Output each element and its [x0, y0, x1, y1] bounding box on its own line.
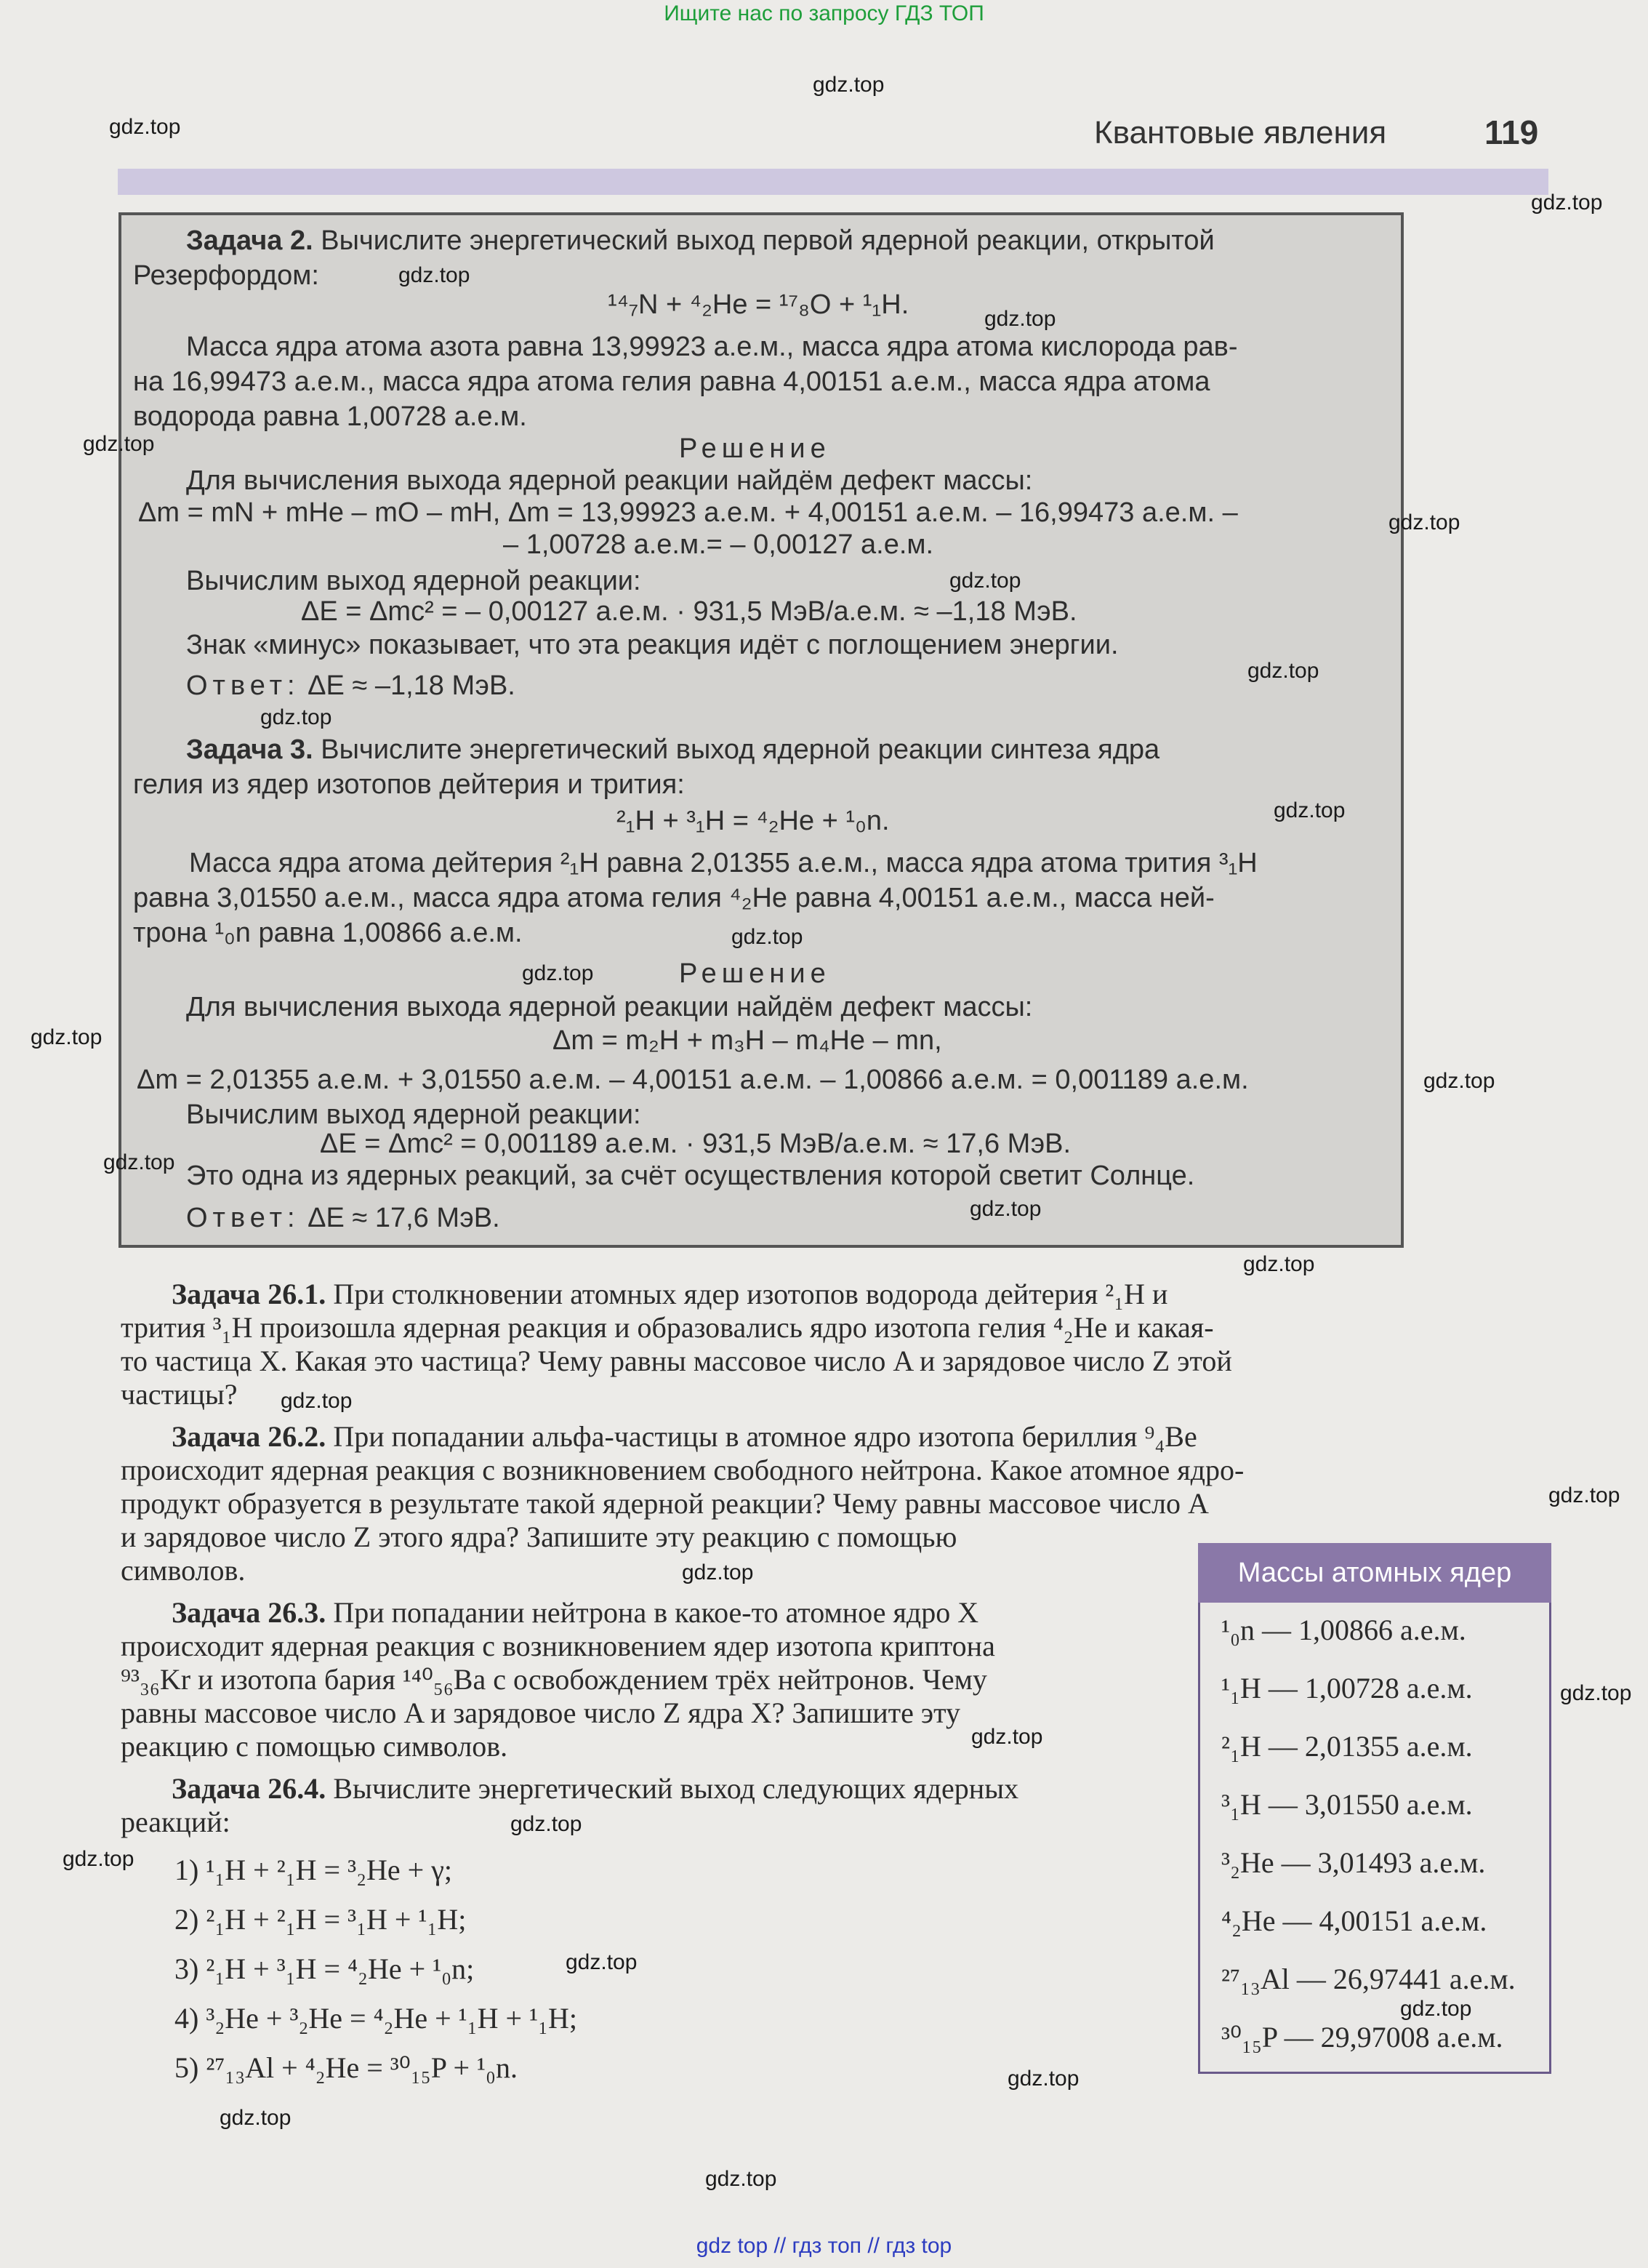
- task26-3-line3: ⁹³₃₆Kr и изотопа бария ¹⁴⁰₅₆Ba с освобождением трёх нейтронов. Чему: [121, 1663, 987, 1696]
- task2-mass-3: водорода равна 1,00728 а.е.м.: [133, 401, 527, 432]
- reaction-1: 1) ¹₁H + ²₁H = ³₂He + γ;: [174, 1854, 453, 1886]
- watermark: gdz.top: [813, 73, 885, 97]
- task2-mass-1: Масса ядра атома азота равна 13,99923 а.е.м., масса ядра атома кислорода рав-: [186, 332, 1238, 362]
- watermark: gdz.top: [510, 1812, 582, 1836]
- mass-row: ³₁H — 3,01550 а.е.м.: [1221, 1788, 1473, 1821]
- task26-1-line1: Задача 26.1. При столкновении атомных ядер изотопов водорода дейтерия ²₁H и: [172, 1278, 1168, 1310]
- task26-2-line4: и зарядовое число Z этого ядра? Запишите эту реакцию с помощью: [121, 1520, 957, 1553]
- task3-step-6: Это одна из ядерных реакций, за счёт осуществления которой светит Солнце.: [186, 1161, 1195, 1191]
- watermark: gdz.top: [731, 925, 803, 949]
- watermark: gdz.top: [1274, 798, 1346, 822]
- search-banner: Ищите нас по запросу ГДЗ ТОП: [664, 1, 984, 25]
- task2-mass-2: на 16,99473 а.е.м., масса ядра атома гелия равна 4,00151 а.е.м., масса ядра атома: [133, 366, 1210, 397]
- mass-row: ²⁷₁₃Al — 26,97441 а.е.м.: [1221, 1963, 1516, 1995]
- task2-line1: Задача 2. Вычислите энергетический выход первой ядерной реакции, открытой: [186, 225, 1215, 256]
- watermark: gdz.top: [83, 432, 155, 456]
- task3-mass-3: трона ¹₀n равна 1,00866 а.е.м.: [133, 918, 523, 948]
- task26-2-line2: происходит ядерная реакция с возникновением свободного нейтрона. Какое атомное ядро-: [121, 1454, 1245, 1486]
- watermark: gdz.top: [1560, 1681, 1632, 1705]
- task3-line2: гелия из ядер изотопов дейтерия и трития:: [133, 769, 685, 800]
- task3-step-5: ΔE = Δmc² = 0,001189 а.е.м. · 931,5 МэВ/а.е.м. ≈ 17,6 МэВ.: [320, 1129, 1072, 1159]
- task2-solution-heading: Решение: [679, 433, 831, 464]
- watermark: gdz.top: [1423, 1069, 1495, 1093]
- task26-3-line5: реакцию с помощью символов.: [121, 1730, 508, 1763]
- watermark: gdz.top: [1247, 659, 1319, 683]
- watermark: gdz.top: [103, 1150, 175, 1174]
- task2-answer: Ответ: ΔE ≈ –1,18 МэВ.: [186, 670, 515, 701]
- reaction-3: 3) ²₁H + ³₁H = ⁴₂He + ¹₀n;: [174, 1952, 475, 1985]
- task26-4-line2: реакций:: [121, 1806, 230, 1838]
- watermark: gdz.top: [1531, 191, 1603, 215]
- chapter-title: Квантовые явления: [1094, 115, 1387, 151]
- task3-equation: ²₁H + ³₁H = ⁴₂He + ¹₀n.: [616, 806, 890, 836]
- task2-step-3: – 1,00728 а.е.м.= – 0,00127 а.е.м.: [503, 529, 934, 560]
- watermark: gdz.top: [281, 1389, 353, 1413]
- watermark: gdz.top: [220, 2106, 292, 2130]
- task2-step-4: Вычислим выход ядерной реакции:: [186, 566, 641, 596]
- task26-3-line2: происходит ядерная реакция с возникновением ядер изотопа криптона: [121, 1630, 995, 1662]
- task2-equation: ¹⁴₇N + ⁴₂He = ¹⁷₈O + ¹₁H.: [608, 289, 909, 320]
- task26-1-line2: трития ³₁H произошла ядерная реакция и образовались ядро изотопа гелия ⁴₂He и какая-: [121, 1311, 1214, 1344]
- task2-line2: Резерфордом:: [133, 260, 319, 291]
- watermark: gdz.top: [1008, 2067, 1080, 2091]
- task2-step-5: ΔE = Δmc² = – 0,00127 а.е.м. · 931,5 МэВ/а.е.м. ≈ –1,18 МэВ.: [301, 596, 1077, 627]
- reaction-2: 2) ²₁H + ²₁H = ³₁H + ¹₁H;: [174, 1903, 467, 1936]
- task26-3-line4: равны массовое число A и зарядовое число Z ядра X? Запишите эту: [121, 1696, 961, 1729]
- mass-row: ²₁H — 2,01355 а.е.м.: [1221, 1730, 1473, 1763]
- watermark: gdz.top: [522, 961, 594, 985]
- task26-3-line1: Задача 26.3. При попадании нейтрона в какое-то атомное ядро X: [172, 1596, 979, 1629]
- task26-2-line3: продукт образуется в результате такой ядерной реакции? Чему равны массовое число A: [121, 1487, 1209, 1520]
- mass-table-title: Массы атомных ядер: [1198, 1543, 1551, 1603]
- watermark: gdz.top: [1243, 1252, 1315, 1276]
- reaction-5: 5) ²⁷₁₃Al + ⁴₂He = ³⁰₁₅P + ¹₀n.: [174, 2051, 518, 2084]
- task2-step-6: Знак «минус» показывает, что эта реакция идёт с поглощением энергии.: [186, 630, 1119, 660]
- header-bar: [118, 169, 1548, 195]
- mass-row: ¹₀n — 1,00866 а.е.м.: [1221, 1614, 1466, 1646]
- mass-row: ⁴₂He — 4,00151 а.е.м.: [1221, 1904, 1487, 1937]
- mass-row: ³₂He — 3,01493 а.е.м.: [1221, 1846, 1486, 1879]
- task2-step-1: Для вычисления выхода ядерной реакции найдём дефект массы:: [186, 465, 1033, 496]
- page-number: 119: [1484, 113, 1539, 151]
- watermark: gdz.top: [1388, 510, 1460, 534]
- watermark: gdz.top: [984, 307, 1056, 331]
- watermark: gdz.top: [63, 1847, 134, 1871]
- watermark: gdz.top: [949, 569, 1021, 593]
- watermark: gdz.top: [260, 705, 332, 729]
- watermark: gdz.top: [971, 1725, 1043, 1749]
- task3-mass-2: равна 3,01550 а.е.м., масса ядра атома гелия ⁴₂He равна 4,00151 а.е.м., масса ней-: [133, 883, 1215, 913]
- task26-1-line4: частицы?: [121, 1378, 238, 1411]
- mass-row: ³⁰₁₅P — 29,97008 а.е.м.: [1221, 2021, 1503, 2053]
- task26-2-line1: Задача 26.2. При попадании альфа-частицы в атомное ядро изотопа бериллия ⁹₄Be: [172, 1420, 1197, 1453]
- task2-step-2: Δm = mN + mHe – mO – mH, Δm = 13,99923 а.е.м. + 4,00151 а.е.м. – 16,99473 а.е.м. –: [138, 497, 1238, 528]
- task26-2-line5: символов.: [121, 1554, 246, 1587]
- watermark: gdz.top: [398, 263, 470, 287]
- mass-row: ¹₁H — 1,00728 а.е.м.: [1221, 1672, 1473, 1704]
- task3-step-3: Δm = 2,01355 а.е.м. + 3,01550 а.е.м. – 4,00151 а.е.м. – 1,00866 а.е.м. = 0,001189 а.е.м.: [137, 1065, 1249, 1095]
- task3-answer: Ответ: ΔE ≈ 17,6 МэВ.: [186, 1203, 500, 1233]
- watermark: gdz.top: [1400, 1997, 1472, 2021]
- task3-solution-heading: Решение: [679, 958, 831, 989]
- watermark: gdz.top: [566, 1950, 638, 1974]
- reaction-4: 4) ³₂He + ³₂He = ⁴₂He + ¹₁H + ¹₁H;: [174, 2002, 578, 2035]
- watermark: gdz.top: [682, 1560, 754, 1584]
- task3-step-4: Вычислим выход ядерной реакции:: [186, 1099, 641, 1130]
- watermark: gdz.top: [970, 1197, 1042, 1221]
- task3-mass-1: Масса ядра атома дейтерия ²₁H равна 2,01355 а.е.м., масса ядра атома трития ³₁H: [189, 848, 1258, 878]
- footer-watermark: gdz top // гдз топ // гдз top: [696, 2234, 952, 2258]
- task26-1-line3: то частица X. Какая это частица? Чему равны массовое число A и зарядовое число Z этой: [121, 1345, 1232, 1377]
- watermark: gdz.top: [1548, 1483, 1620, 1507]
- task3-step-2: Δm = m₂H + m₃H – m₄He – mn,: [552, 1025, 942, 1056]
- watermark: gdz.top: [109, 115, 181, 139]
- watermark: gdz.top: [31, 1025, 103, 1049]
- task26-4-line1: Задача 26.4. Вычислите энергетический выход следующих ядерных: [172, 1772, 1019, 1805]
- watermark: gdz.top: [705, 2167, 777, 2191]
- task3-line1: Задача 3. Вычислите энергетический выход ядерной реакции синтеза ядра: [186, 734, 1160, 765]
- task3-step-1: Для вычисления выхода ядерной реакции найдём дефект массы:: [186, 992, 1033, 1022]
